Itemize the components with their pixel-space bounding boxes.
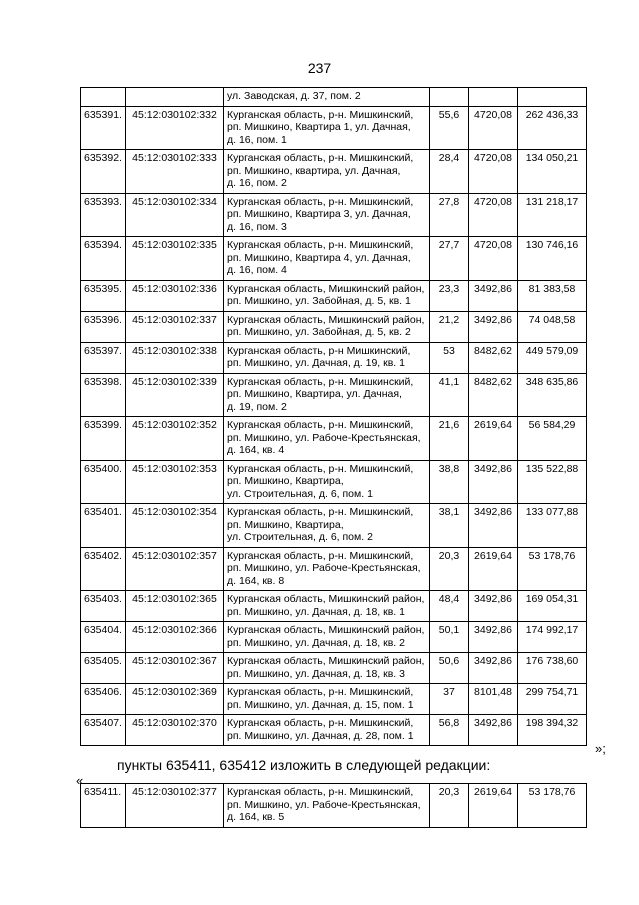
cell-address: [224, 150, 430, 194]
cell-cadastral: 45:12:030102:333: [126, 150, 224, 194]
cell-number: 635402.: [81, 547, 126, 591]
cell-area: 38,1: [430, 504, 469, 548]
cell-number: [81, 88, 126, 107]
address-line: Курганская область, р-н. Мишкинский,: [227, 686, 414, 698]
table-row: [81, 311, 587, 342]
address-line: д. 164, кв. 5: [227, 811, 285, 823]
cell-price: 3492,86: [469, 504, 518, 548]
cell-total: 169 054,31: [518, 591, 587, 622]
cell-number: 635401.: [81, 504, 126, 548]
address-line: Курганская область, Мишкинский район,: [227, 593, 425, 605]
cell-area: 56,8: [430, 715, 469, 746]
address-line: Курганская область, р-н. Мишкинский,: [227, 375, 414, 388]
cell-cadastral: 45:12:030102:366: [126, 622, 224, 653]
cell-number: 635405.: [81, 653, 126, 684]
cell-area: 21,2: [430, 311, 469, 342]
cell-address: [224, 460, 430, 504]
cell-address: [224, 373, 430, 417]
cell-cadastral: 45:12:030102:353: [126, 460, 224, 504]
cell-total: 299 754,71: [518, 684, 587, 715]
address-line: рп. Мишкино, ул. Рабоче-Крестьянская,: [227, 431, 421, 444]
table-row: [81, 342, 587, 373]
cell-total: 53 178,76: [518, 784, 587, 828]
cell-price: 2619,64: [469, 784, 518, 828]
address-line: рп. Мишкино, Квартира,: [227, 475, 344, 487]
cell-price: 8101,48: [469, 684, 518, 715]
amendment-instruction: пункты 635411, 635412 изложить в следующей редакции:: [117, 757, 491, 773]
table-row: [81, 784, 587, 828]
cell-area: 48,4: [430, 591, 469, 622]
cell-cadastral: 45:12:030102:332: [126, 106, 224, 150]
cell-area: 20,3: [430, 547, 469, 591]
cell-price: 4720,08: [469, 237, 518, 281]
cell-address: [224, 417, 430, 461]
address-line: Курганская область, р-н. Мишкинский,: [227, 549, 414, 562]
address-line: рп. Мишкино, ул. Дачная, д. 15, пом. 1: [227, 698, 414, 711]
cell-price: 3492,86: [469, 622, 518, 653]
cell-number: 635392.: [81, 150, 126, 194]
address-line: рп. Мишкино, ул. Дачная, д. 28, пом. 1: [227, 729, 414, 742]
cell-address: [224, 784, 430, 828]
cell-area: 53: [430, 342, 469, 373]
address-line: рп. Мишкино, ул. Дачная, д. 19, кв. 1: [227, 357, 405, 369]
table-row: [81, 373, 587, 417]
cell-price: [469, 88, 518, 107]
cell-price: 3492,86: [469, 280, 518, 311]
address-line: Курганская область, р-н. Мишкинский,: [227, 717, 414, 729]
cell-price: 8482,62: [469, 342, 518, 373]
cell-cadastral: 45:12:030102:352: [126, 417, 224, 461]
cell-total: 348 635,86: [518, 373, 587, 417]
address-line: Курганская область, Мишкинский район,: [227, 313, 425, 326]
table-row: [81, 653, 587, 684]
table-row: [81, 150, 587, 194]
cell-area: 50,1: [430, 622, 469, 653]
cell-total: 174 992,17: [518, 622, 587, 653]
table-row: [81, 193, 587, 237]
address-line: рп. Мишкино, Квартира 4, ул. Дачная,: [227, 251, 411, 264]
cell-price: 3492,86: [469, 653, 518, 684]
address-line: Курганская область, р-н. Мишкинский,: [227, 195, 414, 208]
table-row: [81, 547, 587, 591]
page-number: 237: [307, 60, 332, 76]
cell-cadastral: 45:12:030102:370: [126, 715, 224, 746]
cell-total: 134 050,21: [518, 150, 587, 194]
cell-total: 135 522,88: [518, 460, 587, 504]
address-line: Курганская область, р-н. Мишкинский,: [227, 506, 414, 518]
cell-number: 635399.: [81, 417, 126, 461]
table-row: [81, 280, 587, 311]
cell-number: 635400.: [81, 460, 126, 504]
property-table: [80, 87, 587, 746]
cell-number: 635407.: [81, 715, 126, 746]
table-row: [81, 622, 587, 653]
cell-number: 635394.: [81, 237, 126, 281]
cell-number: 635395.: [81, 280, 126, 311]
address-line: Курганская область, Мишкинский район,: [227, 655, 425, 667]
table-row: [81, 237, 587, 281]
cell-cadastral: 45:12:030102:334: [126, 193, 224, 237]
address-line: рп. Мишкино, ул. Рабоче-Крестьянская,: [227, 798, 421, 811]
cell-price: 4720,08: [469, 193, 518, 237]
cell-number: 635393.: [81, 193, 126, 237]
address-line: ул. Строительная, д. 6, пом. 2: [227, 531, 373, 543]
address-line: рп. Мишкино, ул. Дачная, д. 18, кв. 3: [227, 667, 405, 680]
cell-area: 20,3: [430, 784, 469, 828]
cell-total: 81 383,58: [518, 280, 587, 311]
address-line: Курганская область, Мишкинский район,: [227, 624, 425, 636]
cell-cadastral: 45:12:030102:335: [126, 237, 224, 281]
cell-total: 176 738,60: [518, 653, 587, 684]
cell-cadastral: 45:12:030102:338: [126, 342, 224, 373]
table-row: [81, 417, 587, 461]
cell-address: [224, 504, 430, 548]
cell-area: 37: [430, 684, 469, 715]
address-line: рп. Мишкино, ул. Дачная, д. 18, кв. 1: [227, 605, 405, 618]
cell-price: 8482,62: [469, 373, 518, 417]
cell-total: 133 077,88: [518, 504, 587, 548]
cell-total: 131 218,17: [518, 193, 587, 237]
table-row: [81, 504, 587, 548]
cell-area: 21,6: [430, 417, 469, 461]
cell-area: 27,8: [430, 193, 469, 237]
address-line: д. 19, пом. 2: [227, 400, 287, 413]
table-row: [81, 460, 587, 504]
cell-price: 3492,86: [469, 311, 518, 342]
cell-total: [518, 88, 587, 107]
cell-area: 27,7: [430, 237, 469, 281]
cell-total: 130 746,16: [518, 237, 587, 281]
cell-area: 50,6: [430, 653, 469, 684]
cell-address: [224, 280, 430, 311]
address-line: д. 16, пом. 1: [227, 133, 287, 146]
cell-area: 28,4: [430, 150, 469, 194]
address-line: д. 16, пом. 3: [227, 220, 287, 233]
property-table-body: [81, 88, 587, 746]
amended-table: [80, 783, 587, 828]
continuation-row: [81, 88, 587, 107]
table-row: [81, 106, 587, 150]
cell-cadastral: 45:12:030102:339: [126, 373, 224, 417]
address-line: рп. Мишкино, Квартира, ул. Дачная,: [227, 388, 402, 400]
cell-area: [430, 88, 469, 107]
cell-number: 635406.: [81, 684, 126, 715]
cell-address: [224, 311, 430, 342]
address-line: рп. Мишкино, ул. Забойная, д. 5, кв. 2: [227, 326, 411, 338]
cell-cadastral: 45:12:030102:357: [126, 547, 224, 591]
cell-cadastral: 45:12:030102:354: [126, 504, 224, 548]
address-line: Курганская область, р-н. Мишкинский,: [227, 152, 414, 164]
address-line: Курганская область, Мишкинский район,: [227, 282, 425, 295]
cell-address: [224, 622, 430, 653]
address-line: рп. Мишкино, Квартира,: [227, 518, 344, 531]
cell-total: 262 436,33: [518, 106, 587, 150]
table-row: [81, 715, 587, 746]
address-line: Курганская область, р-н. Мишкинский,: [227, 239, 414, 251]
cell-price: 4720,08: [469, 106, 518, 150]
cell-total: 449 579,09: [518, 342, 587, 373]
address-line: рп. Мишкино, ул. Забойная, д. 5, кв. 1: [227, 295, 411, 307]
cell-address: [224, 591, 430, 622]
cell-cadastral: 45:12:030102:377: [126, 784, 224, 828]
cell-number: 635404.: [81, 622, 126, 653]
cell-address: ул. Заводская, д. 37, пом. 2: [224, 88, 430, 107]
opening-quote: «: [76, 773, 84, 788]
cell-address: [224, 653, 430, 684]
address-line: рп. Мишкино, квартира, ул. Дачная,: [227, 164, 401, 177]
cell-price: 3492,86: [469, 460, 518, 504]
cell-number: 635398.: [81, 373, 126, 417]
cell-address: [224, 237, 430, 281]
cell-cadastral: 45:12:030102:369: [126, 684, 224, 715]
cell-cadastral: [126, 88, 224, 107]
amended-table-body: [81, 784, 587, 828]
cell-address: [224, 342, 430, 373]
cell-total: 53 178,76: [518, 547, 587, 591]
cell-address: [224, 715, 430, 746]
cell-cadastral: 45:12:030102:337: [126, 311, 224, 342]
cell-number: 635411.: [81, 784, 126, 828]
closing-quote: »;: [595, 741, 606, 756]
address-line: д. 16, пом. 2: [227, 177, 287, 189]
cell-address: [224, 106, 430, 150]
cell-number: 635397.: [81, 342, 126, 373]
address-line: рп. Мишкино, Квартира 1, ул. Дачная,: [227, 121, 411, 133]
address-line: Курганская область, р-н. Мишкинский,: [227, 786, 414, 798]
cell-area: 55,6: [430, 106, 469, 150]
cell-cadastral: 45:12:030102:367: [126, 653, 224, 684]
cell-area: 38,8: [430, 460, 469, 504]
cell-address: [224, 193, 430, 237]
address-line: Курганская область, р-н. Мишкинский,: [227, 419, 414, 431]
cell-number: 635403.: [81, 591, 126, 622]
cell-total: 56 584,29: [518, 417, 587, 461]
address-line: ул. Строительная, д. 6, пом. 1: [227, 487, 373, 500]
cell-address: [224, 684, 430, 715]
address-line: д. 164, кв. 8: [227, 574, 285, 587]
cell-total: 74 048,58: [518, 311, 587, 342]
cell-number: 635391.: [81, 106, 126, 150]
address-line: Курганская область, р-н. Мишкинский,: [227, 462, 414, 475]
address-line: Курганская область, р-н Мишкинский,: [227, 344, 411, 357]
cell-cadastral: 45:12:030102:365: [126, 591, 224, 622]
cell-number: 635396.: [81, 311, 126, 342]
address-line: рп. Мишкино, ул. Рабоче-Крестьянская,: [227, 562, 421, 574]
address-line: д. 16, пом. 4: [227, 264, 287, 276]
table-row: [81, 684, 587, 715]
cell-price: 3492,86: [469, 715, 518, 746]
table-row: [81, 591, 587, 622]
cell-price: 2619,64: [469, 417, 518, 461]
address-line: рп. Мишкино, ул. Дачная, д. 18, кв. 2: [227, 636, 405, 649]
cell-price: 4720,08: [469, 150, 518, 194]
cell-cadastral: 45:12:030102:336: [126, 280, 224, 311]
address-line: д. 164, кв. 4: [227, 444, 285, 456]
cell-address: [224, 547, 430, 591]
cell-price: 3492,86: [469, 591, 518, 622]
cell-area: 41,1: [430, 373, 469, 417]
cell-area: 23,3: [430, 280, 469, 311]
address-line: Курганская область, р-н. Мишкинский,: [227, 108, 414, 121]
address-line: рп. Мишкино, Квартира 3, ул. Дачная,: [227, 208, 411, 220]
cell-price: 2619,64: [469, 547, 518, 591]
cell-total: 198 394,32: [518, 715, 587, 746]
